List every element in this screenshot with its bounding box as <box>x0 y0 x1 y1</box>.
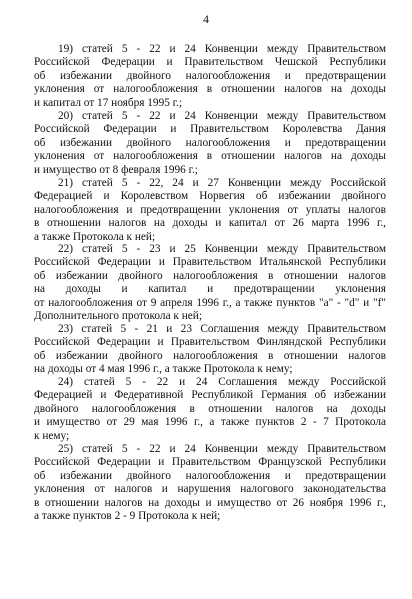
text-line: на доходы от 4 мая 1996 г., а также Протокола к нему; <box>34 363 293 376</box>
text-line: 23) статей 5 - 21 и 23 Соглашения между Правительством <box>58 323 386 335</box>
text-line: об избежании двойного налогообложения и предотвращении <box>34 136 386 149</box>
text-line: Российской Федерации и Правительством Чешской Республики <box>34 56 386 69</box>
page-number: 4 <box>203 12 209 26</box>
text-line: Федерацией и Федеративной Республикой Германия об избежании <box>34 389 386 402</box>
list-item-24 <box>34 376 386 443</box>
text-line: в отношении налогов на доходы и капитал от 26 марта 1996 г., <box>34 217 386 230</box>
text-line: уклонения от налогов и нарушения налогового законодательства <box>34 483 386 496</box>
text-line: а также Протокола к ней; <box>34 230 156 243</box>
text-line: 24) статей 5 - 22 и 24 Соглашения между Российской <box>58 376 386 388</box>
text-line: Российской Федерации и Правительством Королевства Дания <box>34 123 386 136</box>
text-line: и имущество от 8 февраля 1996 г.; <box>34 163 198 176</box>
text-line: к нему; <box>34 429 70 442</box>
text-line: уклонения от налогообложения в отношении налогов на доходы <box>34 83 386 96</box>
text-line: 22) статей 5 - 23 и 25 Конвенции между Правительством <box>58 243 386 255</box>
text-line: налогообложения и предотвращении уклонения от уплаты налогов <box>34 203 386 216</box>
text-line: Российской Федерации и Правительством Французской Республики <box>34 456 386 469</box>
list-item-19 <box>34 43 386 110</box>
text-line: 21) статей 5 - 22, 24 и 27 Конвенции между Российской <box>58 177 386 189</box>
text-line: Российской Федерации и Правительством Итальянской Республики <box>34 256 386 269</box>
text-line: Федерацией и Королевством Норвегия об избежании двойного <box>34 190 386 203</box>
text-line: об избежании двойного налогообложения в отношении налогов <box>34 349 386 362</box>
text-line: 20) статей 5 - 22 и 24 Конвенции между Правительством <box>58 110 386 122</box>
text-line: а также пунктов 2 - 9 Протокола к ней; <box>34 509 221 522</box>
text-line: Дополнительного протокола к ней; <box>34 309 202 322</box>
text-line: об избежании двойного налогообложения и предотвращении <box>34 69 386 82</box>
list-item-23 <box>34 323 386 377</box>
text-line: и имущество от 29 мая 1996 г., а также пунктов 2 - 7 Протокола <box>34 416 386 429</box>
text-line: об избежании двойного налогообложения в отношении налогов <box>34 269 386 282</box>
list-item-20 <box>34 110 386 177</box>
text-line: об избежании двойного налогообложения и предотвращении <box>34 469 386 482</box>
text-line: 19) статей 5 - 22 и 24 Конвенции между Правительством <box>58 43 386 55</box>
text-line: в отношении налогов на доходы и имущество от 26 ноября 1996 г., <box>34 496 386 509</box>
text-line: Российской Федерации и Правительством Финляндской Республики <box>34 336 386 349</box>
text-line: уклонения от налогообложения в отношении налогов на доходы <box>34 150 386 163</box>
text-line: на доходы и капитал и предотвращении уклонения <box>34 283 386 296</box>
text-line: 25) статей 5 - 22 и 24 Конвенции между Правительством <box>58 443 386 455</box>
text-line: и капитал от 17 ноября 1995 г.; <box>34 96 183 109</box>
list-item-21 <box>34 177 386 244</box>
list-item-22 <box>34 243 386 323</box>
list-item-25 <box>34 443 386 523</box>
text-line: двойного налогообложения в отношении налогов на доходы <box>34 402 386 415</box>
text-line: от налогообложения от 9 апреля 1996 г., а также пунктов "a" - "d" и "f" <box>34 296 386 309</box>
